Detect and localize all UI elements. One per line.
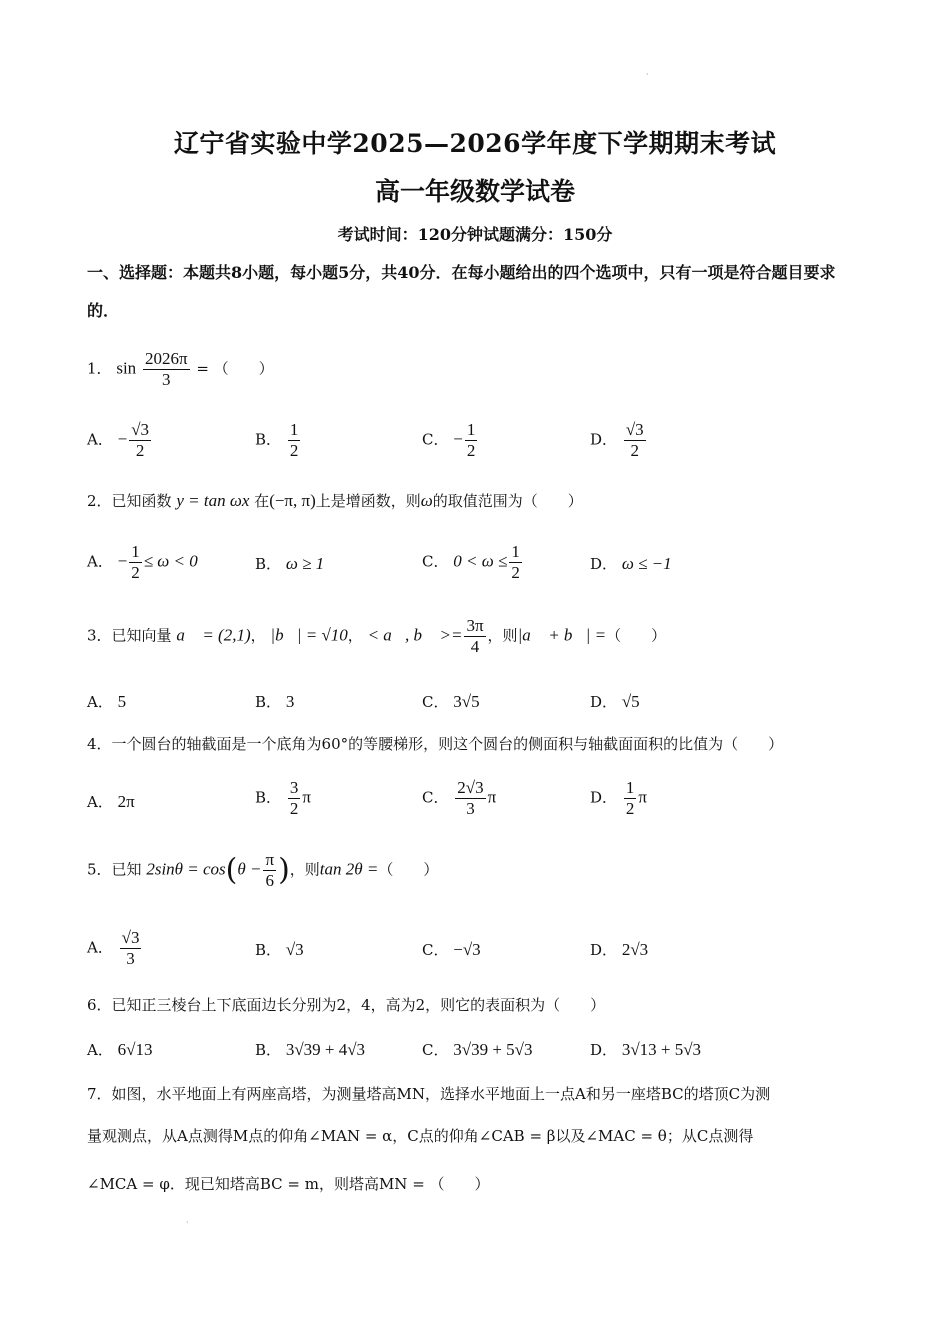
q2-option-a[interactable] (87, 542, 198, 583)
option-math: 2π (117, 792, 135, 811)
exam-info: 考试时间：120分钟试题满分：150分 (337, 225, 613, 244)
option-math: −√3 (453, 940, 481, 959)
q6-text: 已知正三棱台上下底面边长分别为2，4，高为2，则它的表面积为（ ） (111, 996, 606, 1014)
option-label: C． (422, 552, 449, 571)
q6-option-b[interactable] (255, 1038, 365, 1062)
option-math: √3 (285, 940, 304, 959)
question-5 (87, 850, 438, 891)
q3-option-b[interactable] (255, 690, 294, 714)
q5-denominator: 6 (265, 871, 275, 890)
q1-option-b[interactable] (255, 420, 302, 461)
option-label: A． (87, 430, 113, 449)
question-number: 3． (87, 626, 112, 645)
exam-subtitle: 高一年级数学试卷 (374, 177, 575, 206)
question-6 (87, 993, 605, 1017)
option-numerator: 1 (511, 542, 520, 561)
question-2 (87, 489, 583, 513)
q2-interval: (−π, π) (269, 491, 316, 510)
option-numerator: 1 (466, 420, 476, 439)
option-math: √5 (621, 692, 640, 711)
option-fraction (624, 778, 637, 819)
question-1 (87, 349, 274, 390)
option-fraction (455, 778, 485, 819)
q1-option-a[interactable] (87, 420, 153, 461)
option-math: ω ≥ 1 (285, 554, 325, 573)
option-label: A． (87, 552, 113, 571)
option-fraction (129, 420, 151, 461)
q5-text: ，则 (289, 860, 320, 879)
q4-option-d[interactable] (590, 778, 647, 819)
q1-tail: = （ ） (196, 359, 274, 378)
q5-math: θ − (237, 859, 262, 879)
option-numerator: 1 (289, 420, 299, 439)
option-label: A． (87, 693, 113, 711)
option-label: B． (255, 430, 282, 449)
question-4 (87, 732, 783, 756)
option-denominator: 2 (135, 441, 145, 460)
q5-option-d[interactable] (590, 938, 648, 962)
q1-denominator: 3 (162, 370, 171, 389)
option-numerator: √3 (121, 928, 140, 947)
option-sign: − (117, 551, 128, 571)
option-math: 3√39 + 5√3 (453, 1040, 533, 1059)
option-label: B． (255, 788, 282, 807)
option-math: π (487, 787, 497, 807)
option-math: 0 < ω ≤ (453, 551, 508, 571)
option-label: D． (590, 693, 618, 711)
question-7 (87, 1082, 770, 1106)
q5-math: tan 2θ = (319, 859, 379, 879)
q3-norm-sum: |a⃗ + b⃗| = (517, 625, 607, 645)
option-numerator: √3 (131, 420, 150, 439)
option-math: 3 (285, 692, 295, 711)
q2-option-d[interactable] (590, 552, 672, 576)
option-label: D． (590, 555, 618, 573)
q3-angle: < a⃗, b⃗ >= (367, 625, 463, 645)
q3-denominator: 4 (470, 637, 480, 656)
option-fraction (288, 778, 301, 819)
q5-option-b[interactable] (255, 938, 304, 962)
option-numerator: 1 (131, 542, 140, 561)
option-math: 6√13 (117, 1040, 153, 1059)
right-paren: ) (278, 852, 290, 888)
q5-option-a[interactable] (87, 928, 143, 969)
option-denominator: 2 (131, 563, 140, 582)
q3-vector-a: a⃗ = (2,1) (176, 625, 251, 645)
option-label: A． (87, 1041, 113, 1059)
q4-option-c[interactable] (422, 778, 496, 819)
q5-text: （ ） (378, 860, 439, 879)
option-label: D． (590, 941, 618, 959)
scan-speck: · (646, 70, 649, 79)
q3-text: （ ） (606, 626, 667, 645)
option-denominator: 2 (466, 441, 476, 460)
option-label: A． (87, 938, 113, 957)
option-fraction (129, 542, 142, 583)
q3-text: 则 (502, 626, 518, 645)
option-label: A． (87, 793, 113, 811)
question-number: 2． (87, 492, 112, 510)
question-3: 3．已知向量 a⃗ = (2,1)， |b⃗| = √10， < a⃗, b⃗ >= $\frac{3\pi}{4}$ ，则|a⃗ + b⃗| =（ ） (87, 616, 667, 656)
option-denominator: 3 (466, 799, 475, 818)
q1-numerator: 2026π (144, 349, 188, 368)
option-math: ω ≤ −1 (621, 554, 672, 573)
q5-numerator: π (265, 850, 275, 869)
q2-option-b[interactable] (255, 552, 324, 576)
option-label: D． (590, 788, 618, 807)
q2-option-c[interactable] (422, 542, 524, 583)
option-math: π (638, 787, 647, 807)
q1-fraction (143, 349, 190, 390)
option-math: π (302, 787, 311, 807)
option-fraction (288, 420, 301, 461)
q3-option-c[interactable] (422, 690, 480, 714)
option-math: 3√39 + 4√3 (285, 1040, 366, 1059)
q3-fraction (464, 616, 485, 657)
q3-option-a[interactable] (87, 690, 126, 714)
q7-line-1: 如图，水平地面上有两座高塔，为测量塔高MN，选择水平地面上一点A和另一座塔BC的塔顶C为测 (111, 1085, 771, 1103)
option-fraction (120, 928, 142, 969)
q4-text: 一个圆台的轴截面是一个底角为60°的等腰梯形，则这个圆台的侧面积与轴截面面积的比值为（ ） (111, 735, 784, 753)
option-denominator: 2 (630, 441, 639, 460)
q2-text: 的取值范围为（ ） (432, 492, 583, 510)
q6-option-a[interactable] (87, 1038, 152, 1062)
option-fraction (465, 420, 478, 461)
q5-math: 2sinθ = cos (146, 859, 226, 879)
option-label: C． (422, 941, 449, 959)
option-label: B． (255, 555, 282, 573)
option-sign: − (117, 429, 128, 449)
q7-line-2: 量观测点，从A点测得M点的仰角∠MAN = α，C点的仰角∠CAB = β以及∠MAC = θ；从C点测得 (87, 1127, 754, 1145)
q4-option-b[interactable] (255, 778, 311, 819)
option-label: B． (255, 1041, 282, 1059)
q3-norm-b: |b⃗| = √10 (270, 625, 348, 645)
q6-option-c[interactable] (422, 1038, 533, 1062)
q6-option-d[interactable] (590, 1038, 701, 1062)
q2-math: y = tan ωx (176, 491, 250, 510)
scan-speck: · (186, 1218, 189, 1227)
option-fraction (624, 420, 646, 461)
option-math: 2√3 (621, 940, 649, 959)
q2-text: 上是增函数，则 (315, 492, 421, 510)
option-denominator: 3 (126, 949, 135, 968)
q4-option-a[interactable] (87, 790, 135, 814)
option-numerator: 2√3 (457, 778, 484, 797)
question-number: 7． (87, 1085, 112, 1103)
option-numerator: √3 (625, 420, 644, 439)
q1-sin: sin (116, 358, 137, 378)
question-number: 5． (87, 860, 112, 879)
q1-option-d[interactable] (590, 420, 648, 461)
q2-omega: ω (420, 491, 433, 510)
q5-option-c[interactable] (422, 938, 481, 962)
option-label: B． (255, 693, 282, 711)
option-sign: − (453, 429, 463, 449)
q3-option-d[interactable] (590, 690, 640, 714)
option-math: 3√13 + 5√3 (621, 1040, 702, 1059)
q2-text: 在 (254, 492, 270, 510)
q5-text: 已知 (111, 860, 142, 879)
option-label: B． (255, 941, 282, 959)
option-math: ≤ ω < 0 (143, 551, 198, 571)
q3-numerator: 3π (466, 616, 484, 635)
option-numerator: 1 (625, 778, 635, 797)
option-math: 3√5 (453, 692, 480, 711)
question-number: 4． (87, 735, 112, 753)
option-denominator: 2 (289, 799, 299, 818)
exam-title: 辽宁省实验中学2025—2026学年度下学期期末考试 (173, 129, 777, 158)
option-label: C． (422, 788, 449, 807)
option-label: C． (422, 1041, 449, 1059)
question-number: 1． (87, 359, 112, 378)
q7-line-3: ∠MCA = φ．现已知塔高BC = m，则塔高MN = （ ） (87, 1175, 490, 1193)
option-label: C． (422, 693, 449, 711)
option-denominator: 2 (625, 799, 635, 818)
question-number: 6． (87, 996, 112, 1014)
option-fraction (509, 542, 522, 583)
q5-fraction (263, 850, 276, 891)
option-math: 5 (117, 692, 127, 711)
option-numerator: 3 (289, 778, 299, 797)
q1-option-c[interactable] (422, 420, 479, 461)
option-label: C． (422, 430, 449, 449)
option-label: D． (590, 430, 618, 449)
option-denominator: 2 (511, 563, 520, 582)
q2-text: 已知函数 (111, 492, 172, 510)
option-label: D． (590, 1041, 618, 1059)
q3-text: 已知向量 (111, 626, 172, 645)
section-heading: 一、选择题：本题共8小题，每小题5分，共40分．在每小题给出的四个选项中，只有一项是符合题目要求的． (87, 263, 836, 320)
left-paren: ( (225, 852, 238, 888)
option-denominator: 2 (289, 441, 299, 460)
